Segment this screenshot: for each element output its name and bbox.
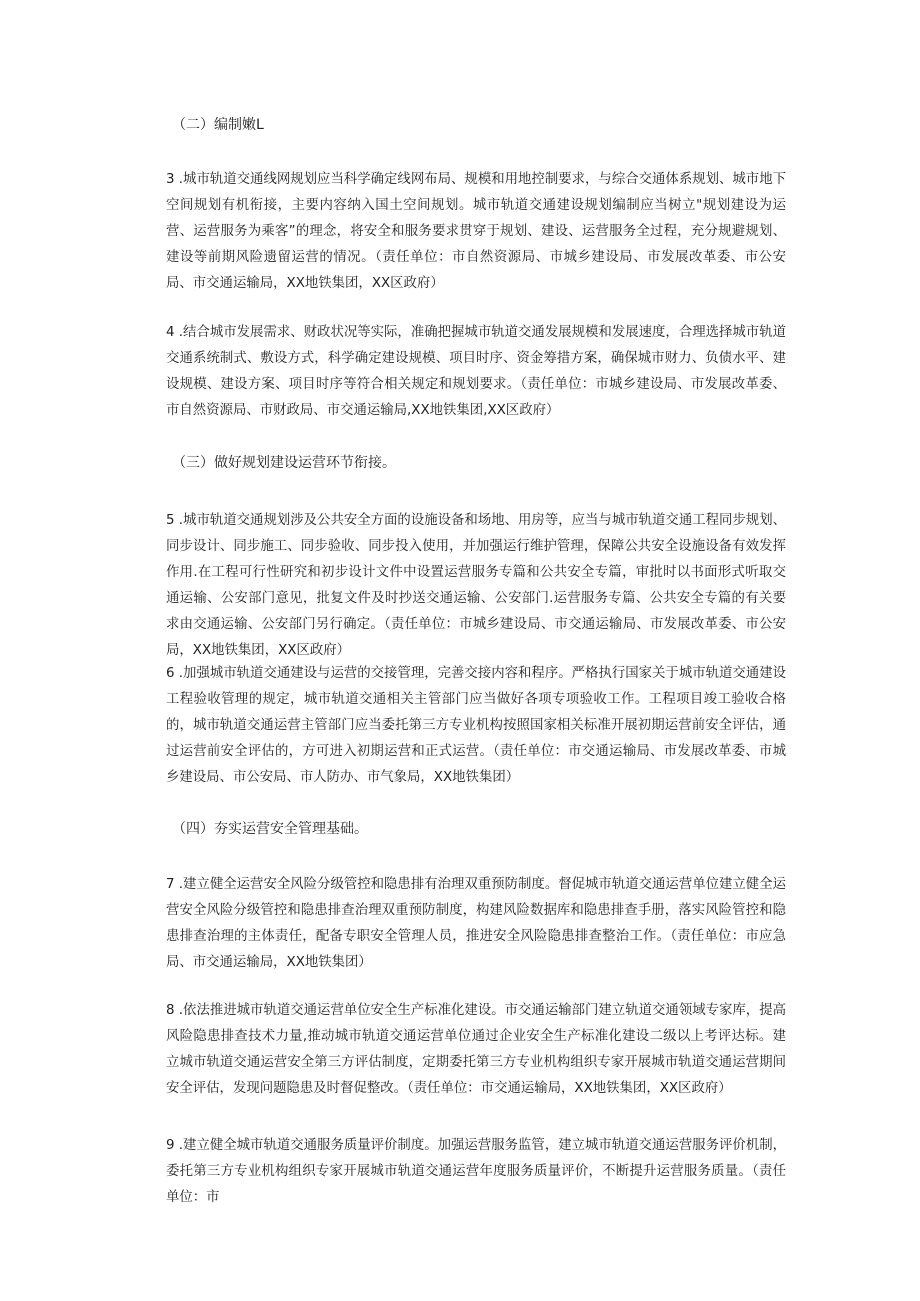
paragraph-5: 5 .城市轨道交通规划涉及公共安全方面的设施设备和场地、用房等，应当与城市轨道交通工程同步规划、同步设计、同步施工、同步验收、同步投入使用，并加强运行维护管理，保障公共安全设施设备有效发挥作用.在工程可行性研究和初步设计文件中设置运营服务专篇和公共安全专篇，审批时以书面形式听取交通运输、公安部门意见，批复文件及时抄送交通运输、公安部门.运营服务专篇、公共安全专篇的有关要求由交通运输、公安部门另行确定。（责任单位：市城乡建设局、市交通运输局、市发展改革委、市公安局，XX地铁集团，XX区政府） [166, 513, 786, 658]
paragraph-7: 7 .建立健全运营安全风险分级管控和隐患排有治理双重预防制度。督促城市轨道交通运营单位建立健全运营安全风险分级管控和隐患排查治理双重预防制度，构建风险数据库和隐患排查手册，落实风险管控和隐患排查治理的主体责任，配备专职安全管理人员，推进安全风险隐患排查整治工作。（责任单位：市应急局、市交通运输局，XX地铁集团） [166, 877, 786, 970]
paragraph-6: 6 .加强城市轨道交通建设与运营的交接管理，完善交接内容和程序。严格执行国家关于城市轨道交通建设工程验收管理的规定，城市轨道交通相关主管部门应当做好各项专项验收工作。工程项目竣工验收合格的，城市轨道交通运营主管部门应当委托第三方专业机构按照国家相关标准开展初期运营前安全评估，通过运营前安全评估的，方可进入初期运营和正式运营。（责任单位：市交通运输局、市发展改革委、市城乡建设局、市公安局、市人防办、市气象局，XX地铁集团） [166, 666, 786, 785]
section-heading-4: （四）夯实运营安全管理基础。 [172, 821, 368, 837]
paragraph-4: 4 .结合城市发展需求、财政状况等实际，准确把握城市轨道交通发展规模和发展速度，合理选择城市轨道交通系统制式、敷设方式，科学确定建设规模、项目时序、资金筹措方案，确保城市财力、负债水平、建设规模、建设方案、项目时序等符合相关规定和规划要求。（责任单位：市城乡建设局、市发展改革委、市自然资源局、市财政局、市交通运输局,XX地铁集团,XX区政府） [166, 325, 786, 418]
section-heading-2: （二）编制嫩L [172, 117, 264, 133]
paragraph-3: 3 .城市轨道交通线网规划应当科学确定线网布局、规模和用地控制要求，与综合交通体系规划、城市地下空间规划有机衔接，主要内容纳入国土空间规划。城市轨道交通建设规划编制应当树立"规划建设为运营、运营服务为乘客”的理念，将安全和服务要求贯穿于规划、建设、运营服务全过程，充分规避规划、建设等前期风险遗留运营的情况。（责任单位：市自然资源局、市城乡建设局、市发展改革委、市公安局、市交通运输局，XX地铁集团，XX区政府） [166, 172, 786, 291]
paragraph-8: 8 .依法推进城市轨道交通运营单位安全生产标准化建设。市交通运输部门建立轨道交通领域专家库，提高风险隐患排查技术力量,推动城市轨道交通运营单位通过企业安全生产标准化建设二级以上考评达标。建立城市轨道交通运营安全第三方评估制度，定期委托第三方专业机构组织专家开展城市轨道交通运营期间安全评估，发现问题隐患及时督促整改。（责任单位：市交通运输局，XX地铁集团，XX区政府） [166, 1003, 786, 1096]
paragraph-9: 9 .建立健全城市轨道交通服务质量评价制度。加强运营服务监管，建立城市轨道交通运营服务评价机制，委托第三方专业机构组织专家开展城市轨道交通运营年度服务质量评价，不断提升运营服务质量。（责任单位：市 [166, 1138, 786, 1205]
section-heading-3: （三）做好规划建设运营环节衔接。 [172, 455, 396, 471]
